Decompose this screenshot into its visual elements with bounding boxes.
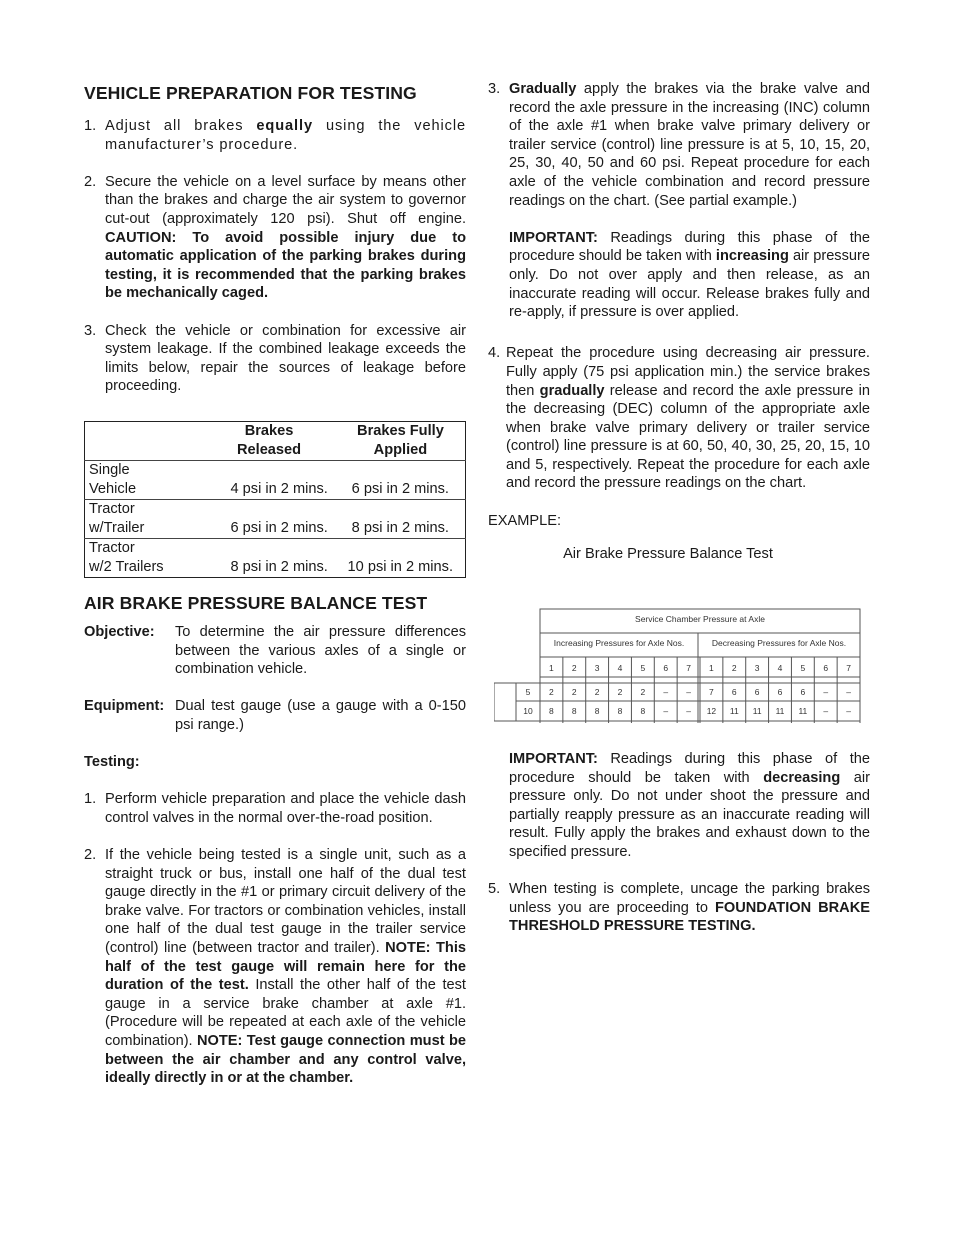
axle-number: 4 (777, 663, 783, 673)
dec-value: 11 (798, 706, 808, 716)
right-column (488, 80, 870, 564)
applied-value: 8 psi in 2 mins. (336, 499, 466, 538)
dec-value: 12 (706, 706, 717, 716)
dec-value: 6 (754, 687, 760, 697)
note-text: NOTE: This half of the test gauge will remain here for the duration of the test. (105, 940, 466, 994)
step-emphasis: equally (256, 118, 313, 134)
test-step-3 (488, 80, 870, 210)
inc-value: – (663, 706, 669, 716)
section-title-balance-test: AIR BRAKE PRESSURE BALANCE TEST (84, 592, 428, 613)
axle-number: 5 (640, 663, 646, 673)
test-step-5 (488, 880, 870, 936)
equipment-label: Equipment: (84, 698, 165, 715)
axle-number: 3 (594, 663, 600, 673)
step-text: If the vehicle being tested is a single unit, such as a straight truck or bus, install one half of the dual test gauge directly in the #1 or primary circuit delivery of the brake valve. For tractors or combination vehicles, install one half of the dual test gauge in the trailer service (control) line (between tractor and trailer). (105, 847, 466, 956)
header-brakes-released: Brakes Released (202, 421, 336, 460)
step-text: Secure the vehicle on a level surface by means other than the brakes and charge the air system to governor cut-out (approximately 120 psi). Shut off engine. (105, 173, 466, 227)
axle-number: 1 (549, 663, 554, 673)
inc-value: 2 (640, 687, 646, 697)
important-note-increasing: IMPORTANT: Readings during this phase of the procedure should be taken with increasing air pressure only. Do not over apply and then release, as an inaccurate reading will occur. Release brakes fully and re-apply, if pressure is over applied. (509, 229, 870, 321)
vehicle-type-cell: Tractor w/2 Trailers (85, 538, 203, 577)
note-text: NOTE: Test gauge connection must be between the air chamber and any control valve, ideally directly in or at the chamber. (105, 1032, 466, 1087)
axle-number: 2 (731, 663, 737, 673)
dec-value: – (823, 687, 829, 697)
dec-value: 11 (752, 706, 762, 716)
inc-value: 2 (617, 687, 623, 697)
applied-value: 10 psi in 2 mins. (336, 538, 466, 577)
line-pressure: 10 (523, 706, 533, 716)
step-emphasis: Gradually (509, 81, 577, 97)
step-number: 3. (488, 81, 501, 97)
equipment-text: Dual test gauge (use a gauge with a 0-150 psi range.) (175, 698, 466, 733)
inc-value: 8 (640, 706, 646, 716)
line-pressure: 5 (525, 687, 531, 697)
inc-value: – (663, 687, 669, 697)
step-text: Install the other half of the test gauge in a service brake chamber at axle #1. (Procedure will be repeated at each axle of the vehicle combination). (105, 977, 466, 1049)
inc-value: 8 (571, 706, 577, 716)
dec-value: 6 (800, 687, 806, 697)
inc-value: – (686, 706, 691, 716)
inc-label: Increasing Pressures for Axle Nos. (553, 638, 685, 648)
step-emphasis: FOUNDATION BRAKE THRESHOLD PRESSURE TESTING. (509, 899, 870, 935)
step-text: apply the brakes via the brake valve and record the axle pressure in the increasing (INC) column of the axle #1 when brake valve primary delivery or trailer service (control) line pressure is at 5, 10, 15, 20, 25, 30, 40, 50 and 60 psi. Repeat procedure for each axle of the vehicle combination and record pressure readings on the chart. (See partial example.) (509, 81, 870, 209)
step-number: 5. (488, 881, 501, 898)
prep-step-3 (84, 322, 466, 396)
axle-number: 6 (663, 663, 669, 673)
objective-text: To determine the air pressure differences between the various axles of a single or combination vehicle. (175, 623, 466, 678)
dec-value: 6 (777, 687, 783, 697)
important-label: IMPORTANT: (509, 751, 598, 767)
inc-value: 8 (594, 706, 600, 716)
inc-value: 2 (549, 687, 554, 697)
inc-value: 2 (594, 687, 600, 697)
released-value: 6 psi in 2 mins. (202, 499, 336, 538)
header-brakes-applied: Brakes Fully Applied (336, 421, 466, 460)
dec-label: Decreasing Pressures for Axle Nos. (711, 638, 847, 648)
step-text: When testing is complete, uncage the parking brakes unless you are proceeding to (509, 881, 870, 916)
step-number: 4. (488, 345, 501, 362)
dec-value: 11 (729, 706, 739, 716)
test-step-4 (488, 344, 870, 493)
testing-label: Testing: (84, 754, 140, 771)
table-row (85, 538, 466, 577)
step-number: 3. (84, 322, 97, 339)
test-step-2 (84, 846, 466, 1088)
table-row (85, 499, 466, 538)
step-text: using the vehicle manufacturer’s procedure. (105, 118, 467, 153)
axle-number: 1 (709, 663, 714, 673)
step-number: 1. (84, 791, 97, 808)
example-chart-svg (494, 607, 862, 725)
dec-value: – (846, 706, 851, 716)
example-chart-title: Air Brake Pressure Balance Test (563, 546, 773, 563)
step-text: release and record the axle pressure in the decreasing (DEC) column of the appropriate axle when brake valve primary delivery or trailer service (control) line pressure is at 60, 50, 40, 30, 25, 20, 15, 10 and 5, respectively. Repeat the procedure for each axle and record the pressure readings on the chart. (506, 382, 870, 492)
dec-value: – (846, 687, 851, 697)
leakage-limits-table (84, 421, 466, 578)
objective-block (84, 623, 466, 679)
right-column-lower (488, 750, 870, 936)
step-text: Repeat the procedure using decreasing air pressure. Fully apply (75 psi application min.) the service brakes then (506, 345, 870, 399)
axle-number: 3 (754, 663, 760, 673)
axle-number: 6 (823, 663, 829, 673)
dec-value: 6 (731, 687, 737, 697)
example-pressure-chart (494, 607, 862, 725)
step-number: 1. (84, 118, 97, 134)
equipment-block (84, 697, 466, 734)
inc-value: 2 (571, 687, 577, 697)
step-number: 2. (84, 847, 97, 864)
dec-value: – (823, 706, 829, 716)
step-text: Check the vehicle or combination for excessive air system leakage. If the combined leakage exceeds the limits below, repair the sources of leakage before proceeding. (105, 322, 466, 395)
released-value: 4 psi in 2 mins. (230, 480, 328, 497)
prep-step-2 (84, 173, 466, 303)
step-text: Adjust all brakes (105, 118, 257, 134)
dec-value: 11 (775, 706, 785, 716)
inc-value: – (686, 687, 691, 697)
prep-step-1 (84, 117, 466, 154)
inc-value: 8 (617, 706, 623, 716)
important-note-decreasing: IMPORTANT: Readings during this phase of the procedure should be taken with decreasing air pressure only. Do not under shoot the pressure and partially reapply pressure as an inaccurate reading will result. Fully apply the brakes and exhaust down to the specified pressure. (509, 751, 870, 860)
axle-number: 5 (800, 663, 806, 673)
step-text: Perform vehicle preparation and place the vehicle dash control valves in the normal over-the-road position. (105, 791, 466, 826)
caution-text: CAUTION: To avoid possible injury due to automatic application of the parking brakes during testing, it is recommended that the parking brakes be mechanically caged. (105, 229, 466, 302)
released-value: 8 psi in 2 mins. (202, 538, 336, 577)
step-number: 2. (84, 173, 97, 190)
table-row (85, 460, 466, 499)
test-step-1 (84, 790, 466, 827)
axle-number: 4 (617, 663, 623, 673)
dec-value: 7 (709, 687, 714, 697)
axle-number: 7 (686, 663, 691, 673)
vehicle-type-cell: Tractor w/Trailer (85, 499, 203, 538)
step-emphasis: gradually (539, 382, 605, 399)
axle-number: 2 (571, 663, 577, 673)
table-header-row (85, 421, 466, 460)
objective-label: Objective: (84, 623, 155, 640)
example-chart-header: Service Chamber Pressure at Axle (635, 614, 765, 624)
inc-value: 8 (549, 706, 554, 716)
axle-number: 7 (846, 663, 851, 673)
left-column (84, 80, 466, 1088)
applied-value: 6 psi in 2 mins. (351, 480, 449, 497)
vehicle-type-cell: Single Vehicle (89, 461, 137, 497)
section-title-vehicle-preparation: VEHICLE PREPARATION FOR TESTING (84, 83, 417, 103)
important-label: IMPORTANT: (509, 229, 598, 246)
example-label: EXAMPLE: (488, 512, 561, 529)
